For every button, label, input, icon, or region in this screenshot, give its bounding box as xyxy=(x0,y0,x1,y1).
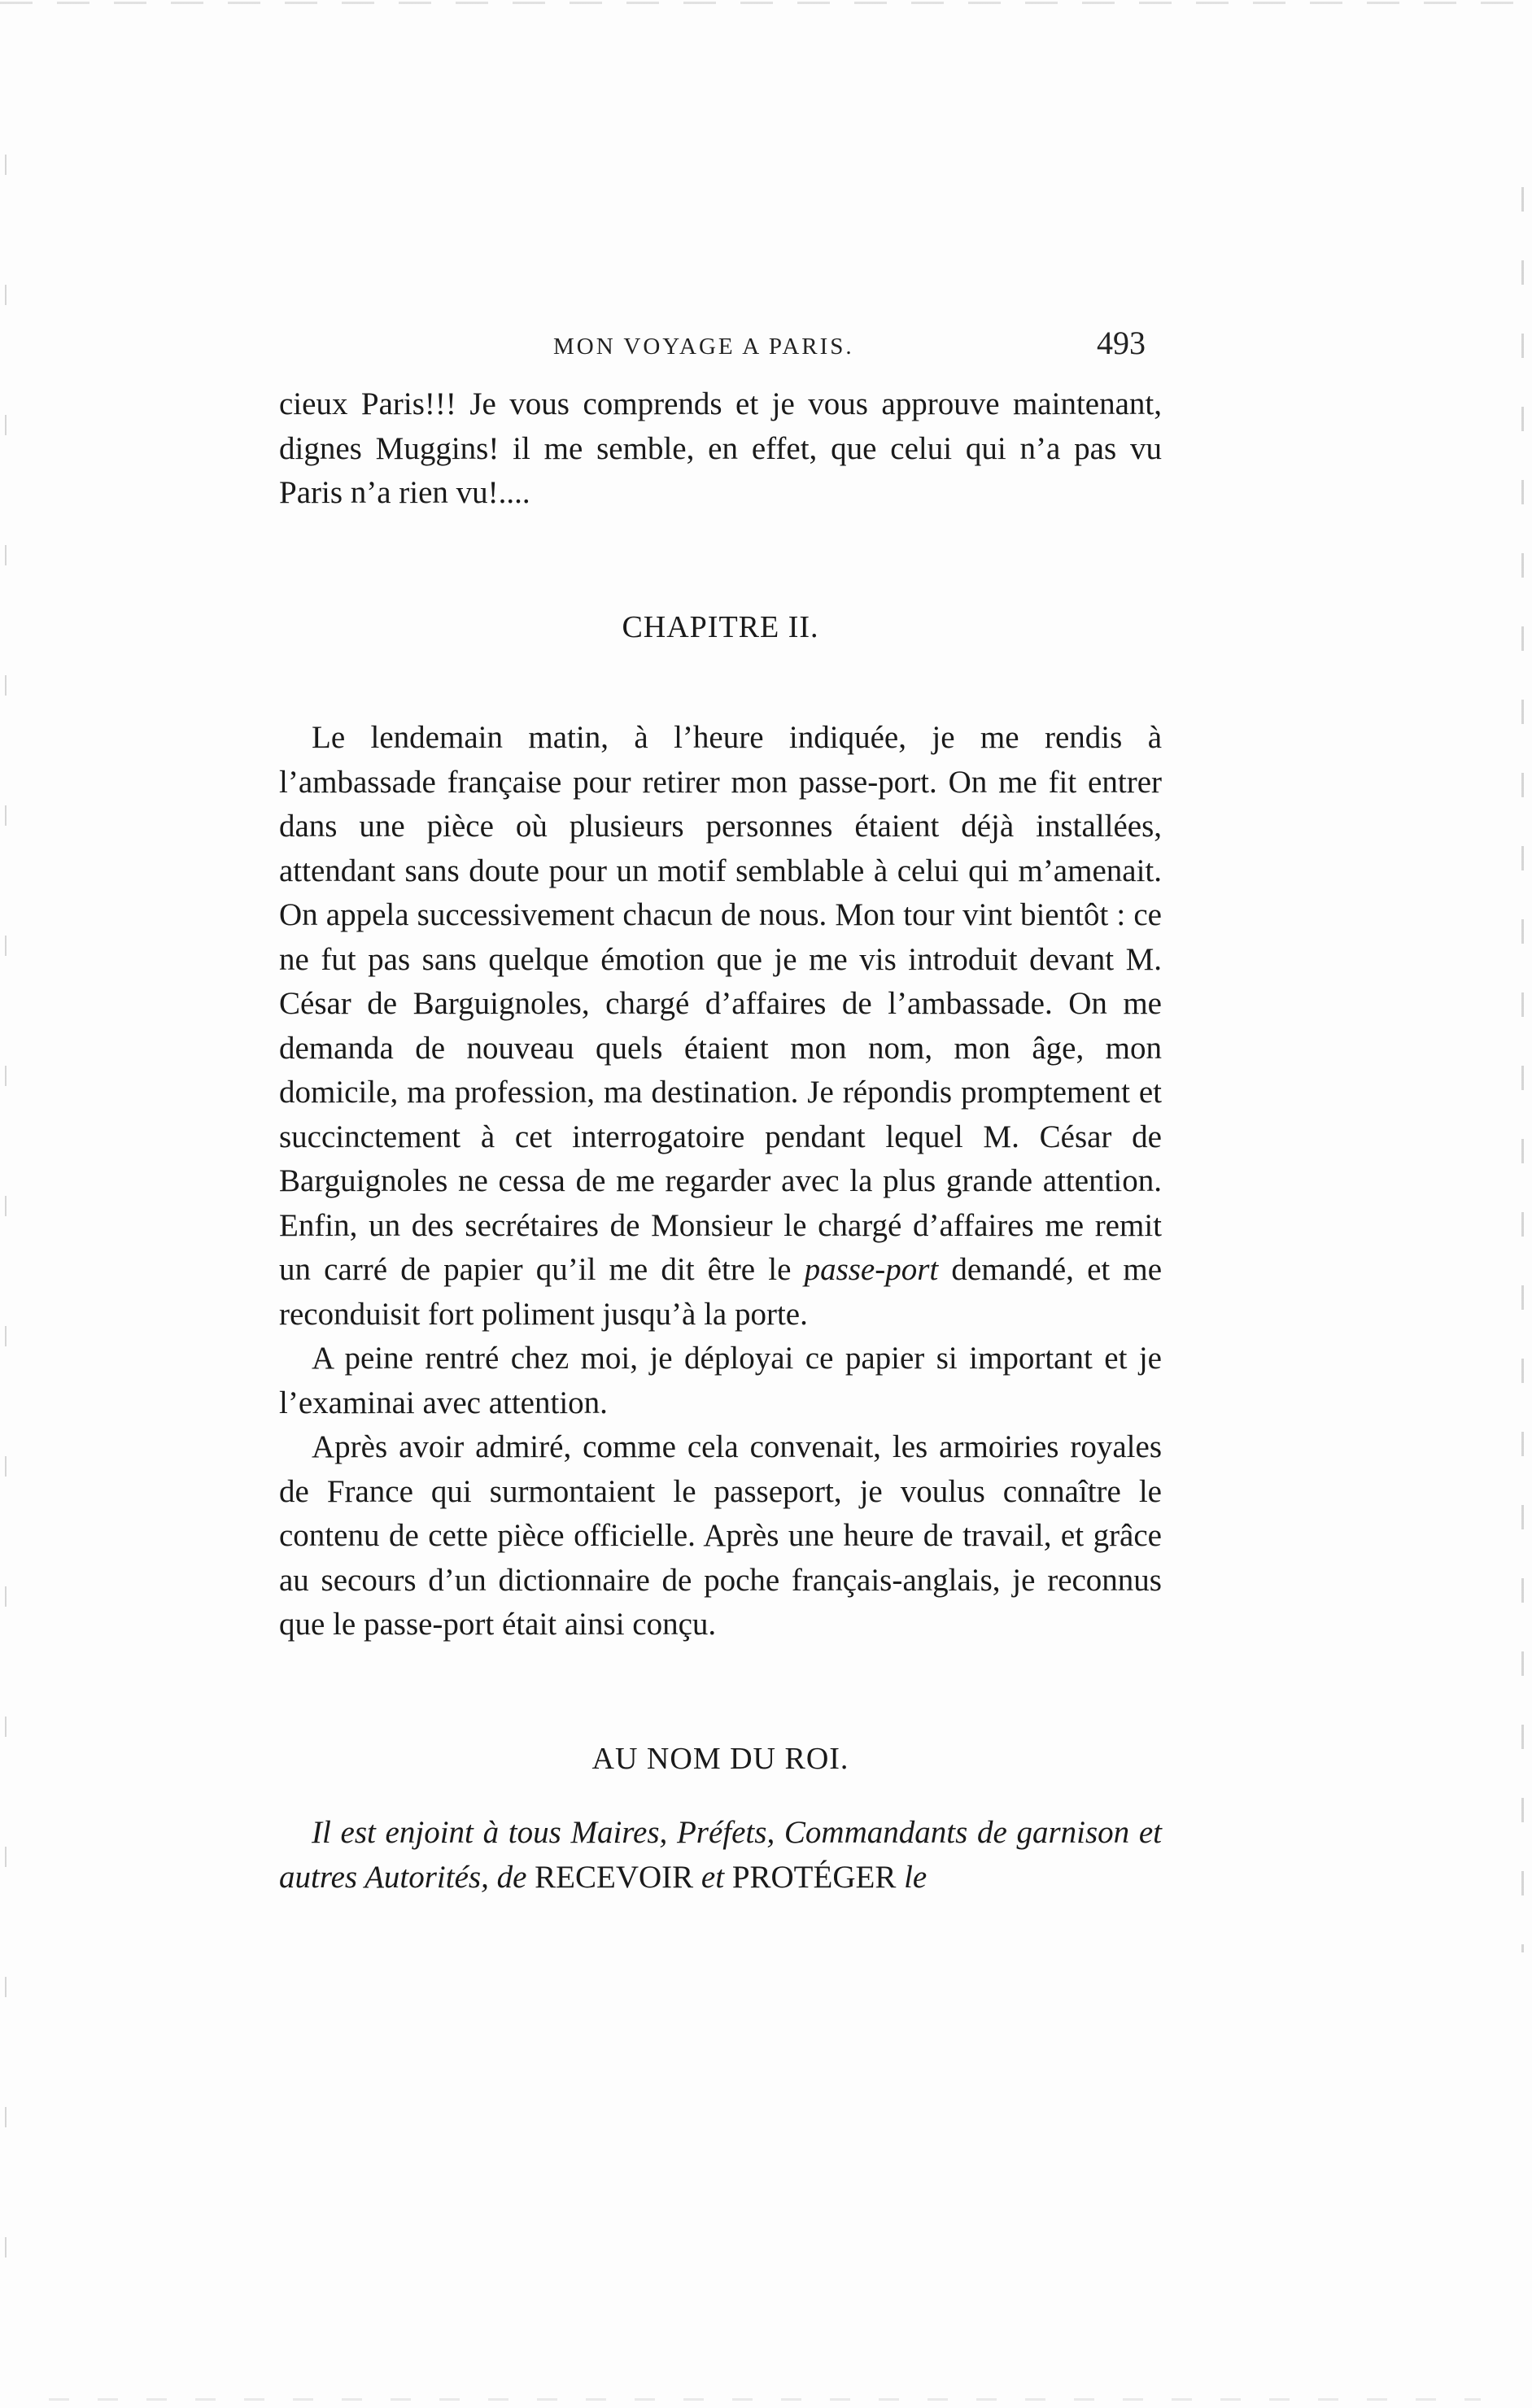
decree-word-and: et xyxy=(701,1859,725,1895)
scan-bottom-edge xyxy=(49,2398,1481,2401)
scan-right-edge xyxy=(1521,163,1524,1952)
paragraph-1 xyxy=(279,716,1162,1337)
intro-text: cieux Paris!!! Je vous comprends et je vous approuve maintenant, dignes Muggins! il me semble, en effet, que celui qui n’a pas vu Paris n’a rien vu!.... xyxy=(279,386,1162,510)
decree-word-receive: RECEVOIR xyxy=(535,1859,694,1895)
decree-heading: AU NOM DU ROI. xyxy=(591,1742,849,1776)
intro-paragraph xyxy=(279,382,1162,516)
decree-word-protect: PROTÉGER xyxy=(731,1859,897,1895)
paragraph-3: Après avoir admiré, comme cela convenait, les armoiries royales de France qui surmontaient le passeport, je voulus connaître le contenu de cette pièce officielle. Après une heure de travail, et grâce au secours d’un dictionnaire de poche français-anglais, je reconnus que le passe-port était ainsi conçu. xyxy=(279,1429,1162,1642)
paragraph-2: A peine rentré chez moi, je déployai ce papier si important et je l’examinai avec attention. xyxy=(279,1341,1162,1420)
decree-text-end: le xyxy=(904,1859,927,1895)
chapter-title: CHAPITRE II. xyxy=(622,610,819,644)
paragraph-1-text: Le lendemain matin, à l’heure indiquée, je me rendis à l’ambassade française pour retirer mon passe-port. On me fit entrer dans une pièce où plusieurs personnes étaient déjà installées, attendant sans doute pour un motif semblable à celui qui m’amenait. On appela successivement chacun de nous. Mon tour vint bientôt : ce ne fut pas sans quelque émotion que je me vis introduit devant M. César de Barguignoles, chargé d’affaires de l’ambassade. On me demanda de nouveau quels étaient mon nom, mon âge, mon domicile, ma profession, ma destination. Je répondis promptement et succinctement à cet interrogatoire pendant lequel M. César de Barguignoles ne cessa de me regarder avec la plus grande attention. Enfin, un des secrétaires de Monsieur le chargé d’affaires me remit un carré de papier qu’il me dit être le xyxy=(279,720,1162,1287)
chapter-body xyxy=(279,716,1162,1647)
decree-text xyxy=(279,1811,1162,1900)
decree-paragraph xyxy=(279,1811,1162,1900)
decree-text-start: Il est enjoint à tous Maires, Préfets, Commandants de garnison et autres Autorités, de xyxy=(279,1815,1162,1895)
scan-top-edge xyxy=(0,2,1532,4)
paragraph-1-end: demandé, et me reconduisit fort poliment jusqu’à la porte. xyxy=(279,1252,1163,1332)
paragraph-1-italic: passe-port xyxy=(804,1252,939,1287)
scan-left-edge xyxy=(5,98,7,2294)
running-title: MON VOYAGE A PARIS. xyxy=(553,334,854,360)
page-number: 493 xyxy=(1097,325,1146,361)
